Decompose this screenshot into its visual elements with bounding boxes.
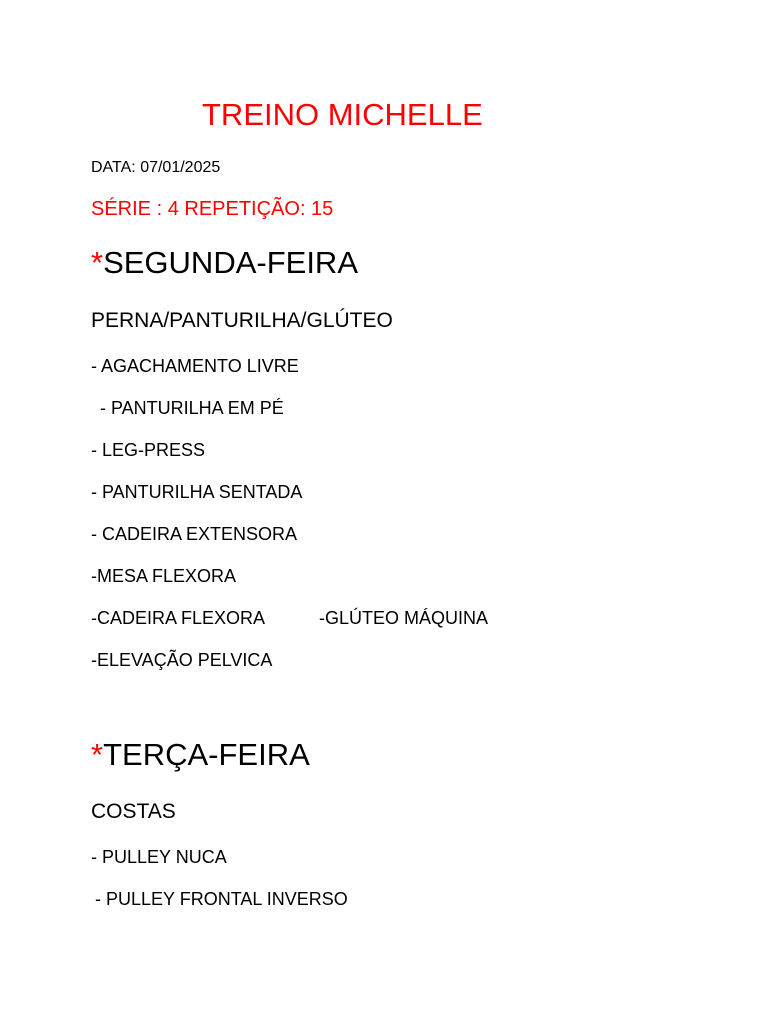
exercise-item: -CADEIRA FLEXORA	[91, 608, 266, 628]
date-line: DATA: 07/01/2025	[91, 159, 221, 176]
asterisk-marker: *	[91, 245, 104, 280]
exercise-item: - PANTURILHA SENTADA	[91, 482, 303, 502]
exercise-item: - CADEIRA EXTENSORA	[91, 524, 298, 544]
exercise-item: -GLÚTEO MÁQUINA	[319, 608, 489, 628]
exercise-item: - PANTURILHA EM PÉ	[100, 398, 284, 418]
exercise-item: - LEG-PRESS	[91, 440, 206, 460]
muscle-group-heading-segunda: PERNA/PANTURILHA/GLÚTEO	[91, 309, 393, 332]
day-heading-terca	[91, 739, 310, 770]
exercise-item: - PULLEY FRONTAL INVERSO	[95, 889, 348, 909]
day-heading-segunda	[91, 247, 358, 278]
exercise-item: - PULLEY NUCA	[91, 847, 227, 867]
series-repetition-line: SÉRIE : 4 REPETIÇÃO: 15	[91, 198, 334, 220]
day-name: TERÇA-FEIRA	[103, 737, 310, 772]
exercise-item: -ELEVAÇÃO PELVICA	[91, 650, 273, 670]
document-title: TREINO MICHELLE	[202, 97, 483, 132]
muscle-group-heading-terca: COSTAS	[91, 800, 176, 823]
exercise-item: -MESA FLEXORA	[91, 566, 237, 586]
exercise-item: - AGACHAMENTO LIVRE	[91, 356, 299, 376]
asterisk-marker: *	[91, 737, 104, 772]
day-name: SEGUNDA-FEIRA	[103, 245, 358, 280]
